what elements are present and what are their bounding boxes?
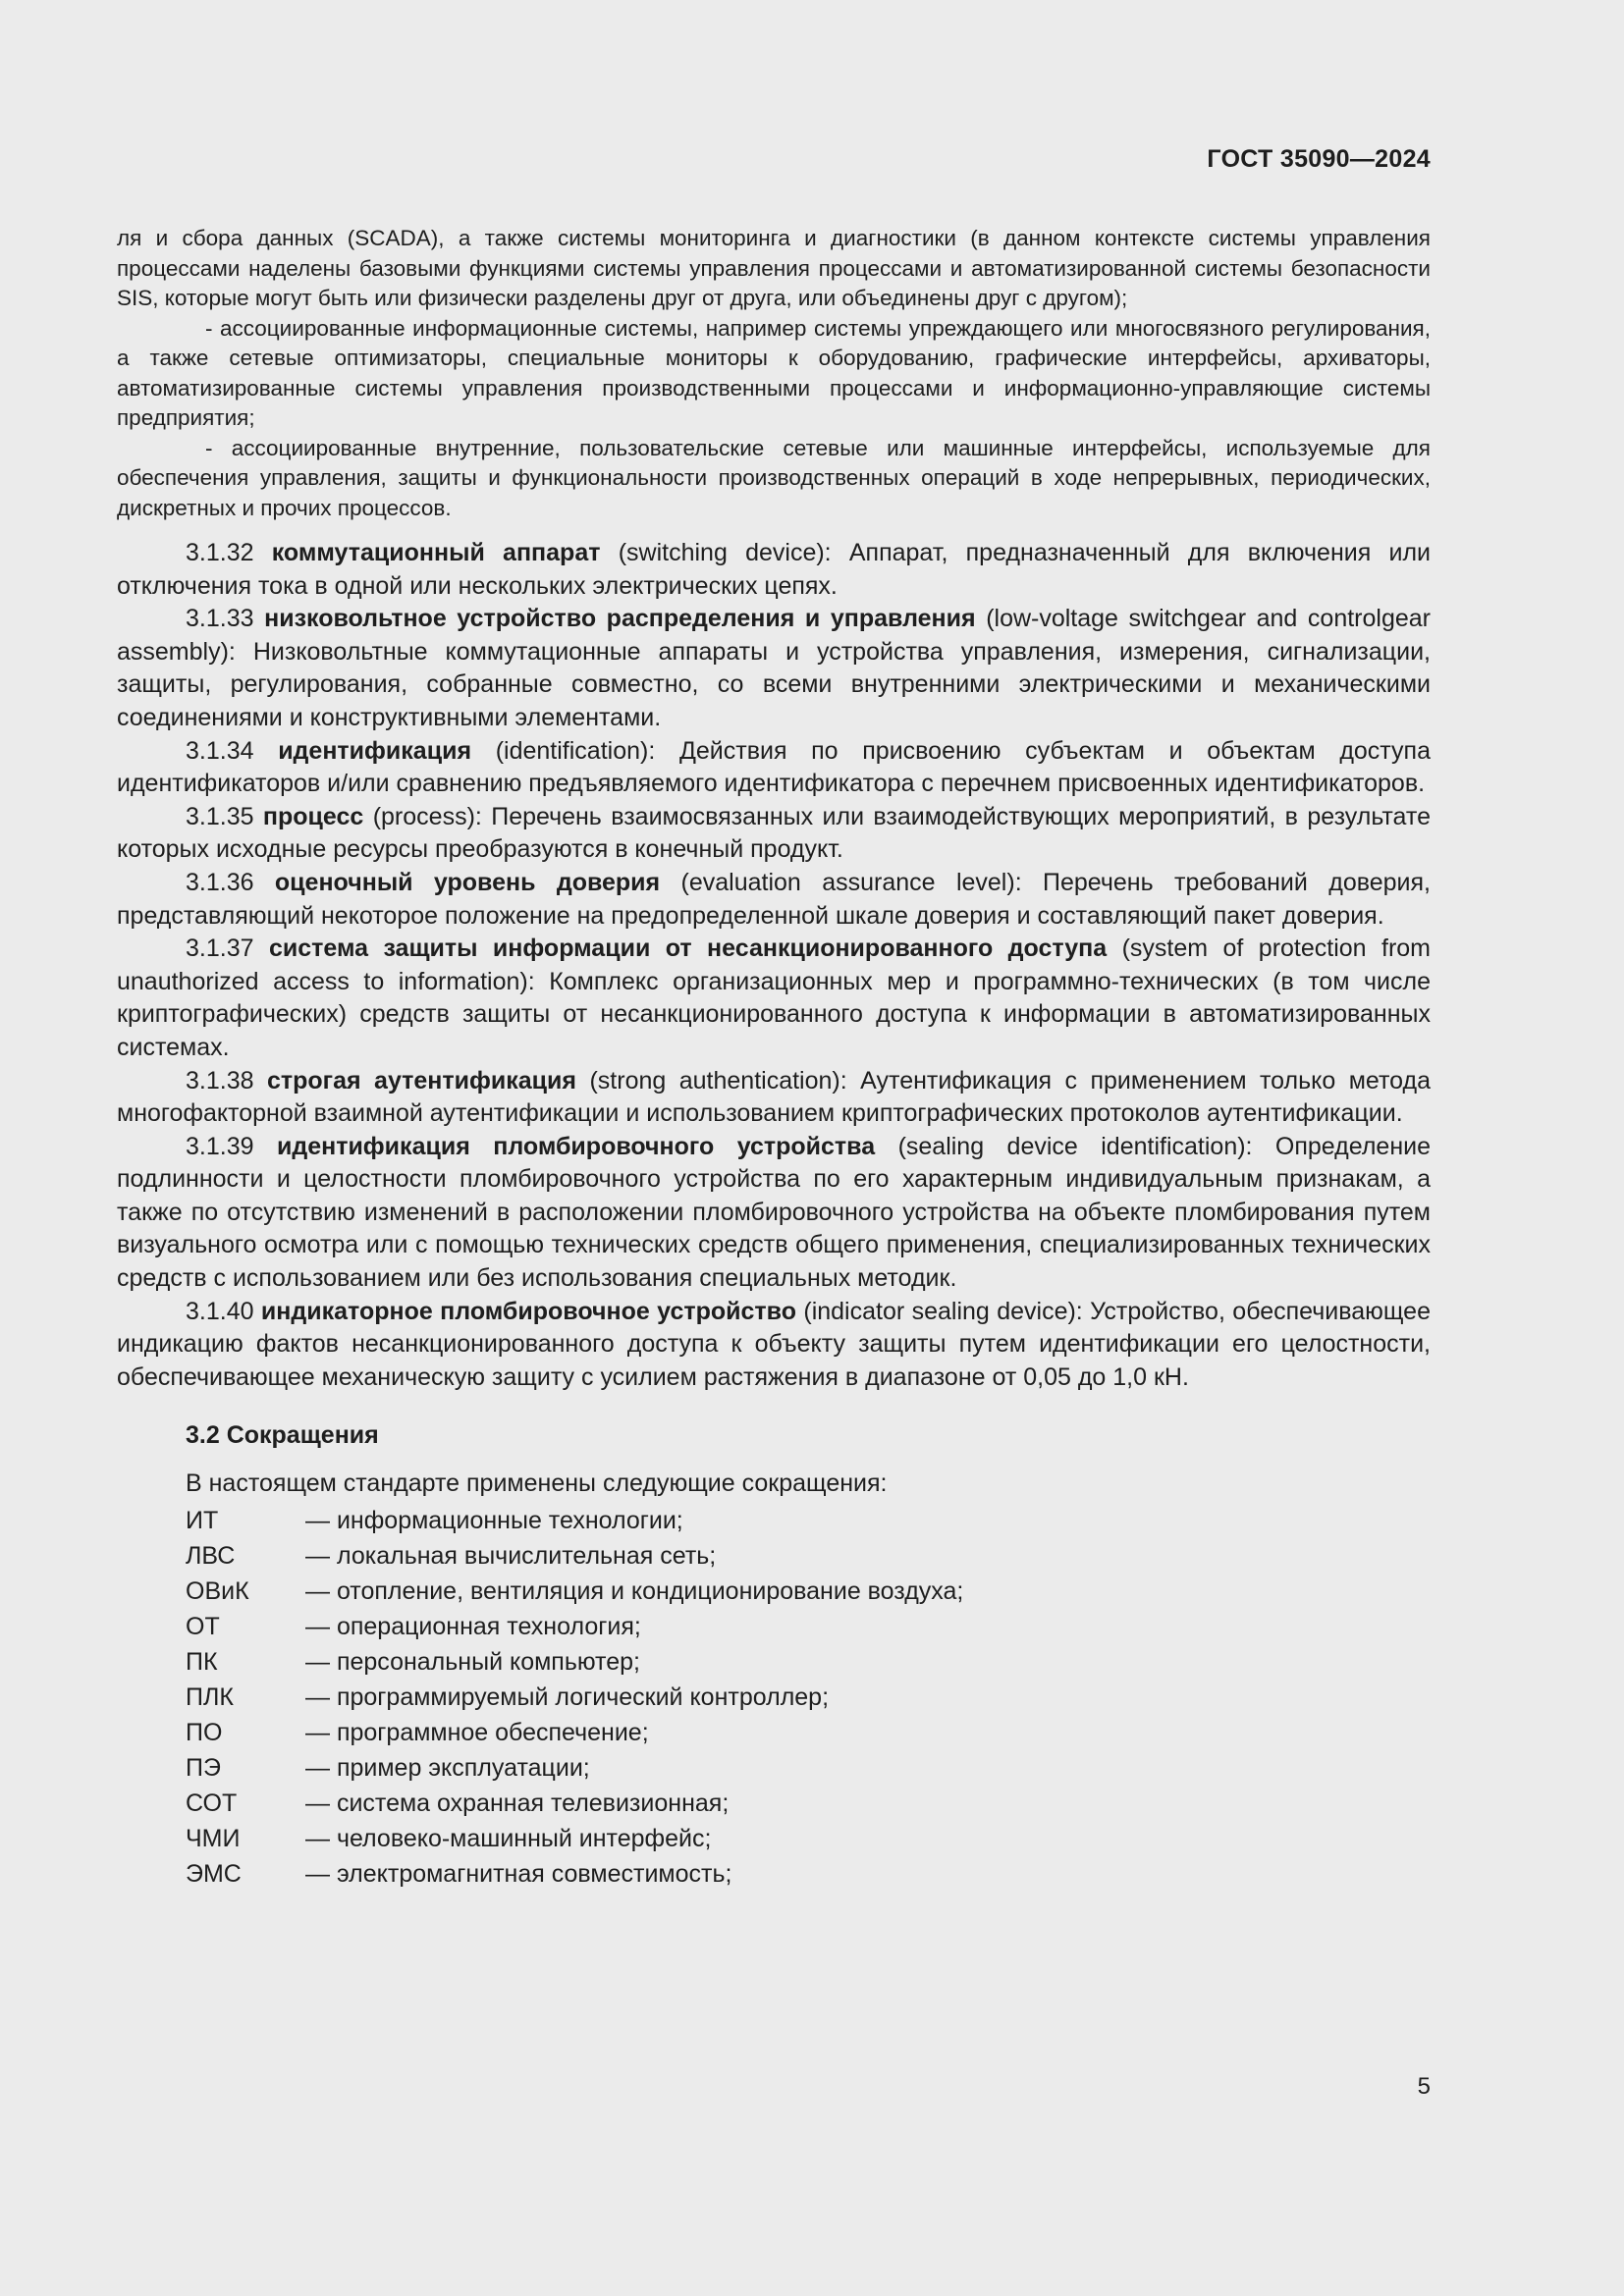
abbreviation-code: СОТ <box>186 1789 238 1818</box>
term-definition: (indicator sealing device): Устройство, обеспечивающее индикацию фактов несанкционированного доступа к объекту защиты путем идентификации его целостности, обеспечивающее механическую защиту с усилием растяжения в диапазоне от 0,05 до 1,0 кН. <box>117 1297 1431 1391</box>
term-definition: (switching device): Аппарат, предназначенный для включения или отключения тока в одной или нескольких электрических цепях. <box>117 539 1431 600</box>
abbreviation-code: ЧМИ <box>186 1825 241 1853</box>
term-name: процесс <box>262 802 364 830</box>
abbreviation-code: ПК <box>186 1648 218 1677</box>
abbreviation-row <box>186 1644 1431 1680</box>
term-entry <box>117 867 1431 933</box>
term-entry <box>117 1131 1431 1296</box>
term-number: 3.1.34 <box>186 736 254 765</box>
term-number: 3.1.33 <box>186 605 254 633</box>
term-number: 3.1.32 <box>186 539 254 566</box>
abbreviation-description: — персональный компьютер; <box>305 1648 640 1677</box>
abbreviation-code: ОТ <box>186 1613 220 1641</box>
list-item: - ассоциированные информационные системы, например системы упреждающего или многосвязного регулирования, а также сетевые оптимизаторы, специальные мониторы к оборудованию, графические интерфейсы, архиваторы, автоматизированные системы управления производственными процессами и информационно-управляющие системы предприятия; <box>117 315 1431 430</box>
paragraph: ля и сбора данных (SCADA), а также системы мониторинга и диагностики (в данном контексте системы управления процессами наделены базовыми функциями системы управления процессами и автоматизированной системы безопасности SIS, которые могут быть или физически разделены друг от друга, или объединены друг с другом); <box>117 226 1431 310</box>
term-number: 3.1.36 <box>186 868 254 896</box>
abbreviation-description: — локальная вычислительная сеть; <box>305 1542 717 1571</box>
abbreviation-code: ЭМС <box>186 1860 242 1889</box>
term-entry <box>117 537 1431 603</box>
term-definition: (low-voltage switchgear and controlgear assembly): Низковольтные коммутационные аппараты и устройства управления, измерения, сигнализации, защиты, регулирования, собранные совместно, со всеми внутренними электрическими и механическими соединениями и конструктивными элементами. <box>117 605 1431 731</box>
abbreviation-list <box>186 1503 1431 1892</box>
abbreviation-description: — программное обеспечение; <box>305 1719 649 1747</box>
abbreviation-description: — отопление, вентиляция и кондиционирование воздуха; <box>305 1577 964 1606</box>
term-entry <box>117 801 1431 867</box>
abbreviation-code: ОВиК <box>186 1577 249 1606</box>
term-name: система защиты информации от несанкционированного доступа <box>268 934 1108 963</box>
term-name: индикаторное пломбировочное устройство <box>260 1297 796 1325</box>
term-entry <box>117 735 1431 801</box>
term-name: идентификация <box>278 736 472 765</box>
term-name: строгая аутентификация <box>266 1066 576 1095</box>
term-name: низковольтное устройство распределения и управления <box>264 605 976 633</box>
abbreviation-row <box>186 1680 1431 1715</box>
term-definition: (sealing device identification): Определение подлинности и целостности пломбировочного устройства по его характерным индивидуальным признакам, а также по отсутствию изменений в расположении пломбировочного устройства на объекте пломбирования путем визуального осмотра или с помощью технических средств общего применения, специализированных технических средств с использованием или без использования специальных методик. <box>117 1132 1431 1293</box>
term-entry <box>117 933 1431 1064</box>
abbreviation-description: — программируемый логический контроллер; <box>305 1683 830 1712</box>
abbreviation-row <box>186 1821 1431 1856</box>
term-definition: (identification): Действия по присвоению субъектам и объектам доступа идентификаторов и/или сравнению предъявляемого идентификатора с перечнем присвоенных идентификаторов. <box>117 736 1431 798</box>
term-definition: (strong authentication): Аутентификация с применением только метода многофакторной взаимной аутентификации и использованием криптографических протоколов аутентификации. <box>117 1066 1432 1128</box>
term-number: 3.1.38 <box>186 1066 254 1095</box>
term-number: 3.1.40 <box>186 1297 254 1325</box>
abbreviation-row <box>186 1503 1431 1538</box>
term-number: 3.1.37 <box>186 934 254 963</box>
abbreviation-row <box>186 1856 1431 1892</box>
abbreviation-description: — операционная технология; <box>305 1613 641 1641</box>
term-entry <box>117 603 1431 734</box>
page-number: 5 <box>1417 2073 1431 2100</box>
abbreviation-description: — пример эксплуатации; <box>305 1754 590 1783</box>
abbreviation-row <box>186 1609 1431 1644</box>
section-heading: 3.2 Сокращения <box>186 1421 379 1450</box>
abbreviation-row <box>186 1750 1431 1786</box>
term-name: идентификация пломбировочного устройства <box>276 1132 876 1160</box>
abbreviation-row <box>186 1715 1431 1750</box>
continuation-text <box>117 224 1431 523</box>
term-definition: (evaluation assurance level): Перечень требований доверия, представляющий некоторое положение на предопределенной шкале доверия и составляющий пакет доверия. <box>117 868 1431 930</box>
term-definition: (process): Перечень взаимосвязанных или взаимодействующих мероприятий, в результате которых исходные ресурсы преобразуются в конечный продукт. <box>117 802 1431 864</box>
term-definition: (system of protection from unauthorized access to information): Комплекс организационных мер и программно-технических (в том числе криптографических) средств защиты от несанкционированного доступа к информации в автоматизированных системах. <box>117 934 1432 1061</box>
abbreviation-row <box>186 1786 1431 1821</box>
abbreviation-description: — система охранная телевизионная; <box>305 1789 730 1818</box>
term-name: оценочный уровень доверия <box>274 868 661 896</box>
abbreviation-code: ПЛК <box>186 1683 234 1712</box>
abbreviation-row <box>186 1538 1431 1574</box>
abbreviation-row <box>186 1574 1431 1609</box>
abbreviation-description: — человеко-машинный интерфейс; <box>305 1825 712 1853</box>
abbreviation-code: ЛВС <box>186 1542 236 1571</box>
term-number: 3.1.39 <box>186 1132 254 1160</box>
abbreviation-code: ПЭ <box>186 1754 221 1783</box>
term-name: коммутационный аппарат <box>271 539 601 566</box>
page-content <box>117 224 1431 1892</box>
term-number: 3.1.35 <box>186 802 254 830</box>
abbreviation-code: ПО <box>186 1719 223 1747</box>
abbreviation-description: — электромагнитная совместимость; <box>305 1860 732 1889</box>
abbreviation-description: — информационные технологии; <box>305 1507 683 1535</box>
section-intro: В настоящем стандарте применены следующие сокращения: <box>186 1469 888 1498</box>
term-definitions <box>117 537 1431 1394</box>
term-entry <box>117 1065 1431 1131</box>
abbreviation-code: ИТ <box>186 1507 219 1535</box>
list-item: - ассоциированные внутренние, пользовательские сетевые или машинные интерфейсы, используемые для обеспечения управления, защиты и функциональности производственных операций в ходе непрерывных, периодических, дискретных и прочих процессов. <box>117 435 1431 520</box>
document-id-header: ГОСТ 35090—2024 <box>1207 145 1431 173</box>
term-entry <box>117 1296 1431 1395</box>
